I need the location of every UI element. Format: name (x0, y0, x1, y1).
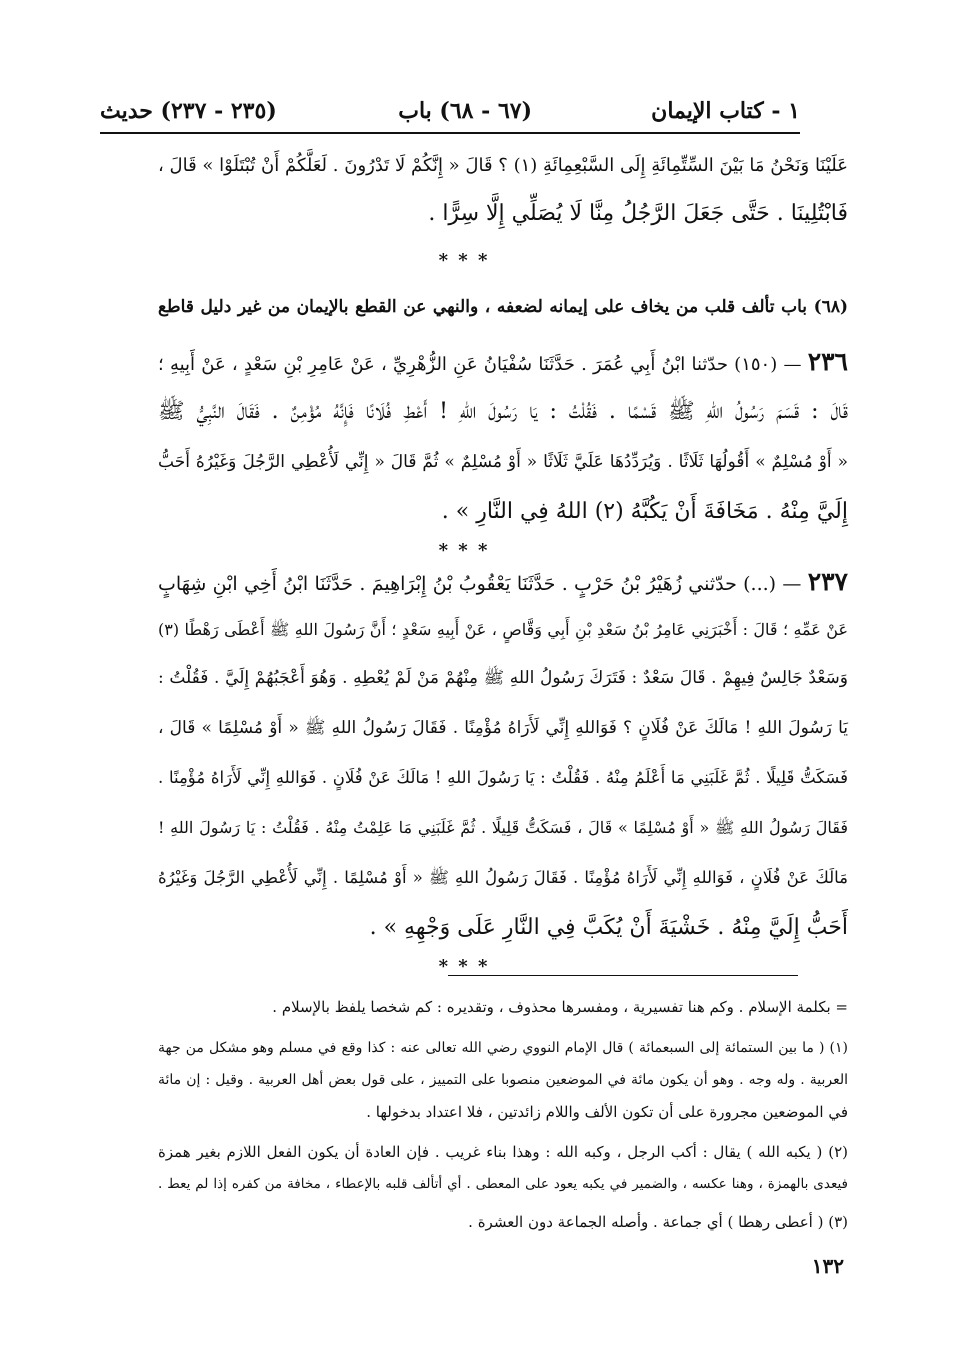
hadith-236-line-3: « أَوْ مُسْلِمٌ » أَقُولُهَا ثَلَاثًا . وَيُرَدِّدُهَا عَلَيَّ ثَلَاثًا « أَوْ مُسْلِمٌ » ثُمَّ قَالَ « إِنِّي لَأُعْطِي الرَّجُلَ وَغَيْرُهُ أَحَبُّ (158, 452, 848, 472)
footnote-1-line-3: في الموضعين مجرورة على أن تكون الألف واللام زائدتين ، فلا اعتداد بدخولها . (366, 1103, 848, 1121)
section-separator: * * * (438, 956, 490, 977)
hadith-237-line-5: فَسَكَتُّ قَلِيلًا . ثُمَّ غَلَبَنِي مَا أَعْلَمُ مِنْهُ . فَقُلْتُ : يَا رَسُولَ اللهِ ! مَالَكَ عَنْ فُلَانٍ . فَوَاللهِ إِنِّي لَأَرَاهُ مُؤْمِنًا . (158, 768, 848, 787)
hadith-237-line-7: مَالَكَ عَنْ فُلَانٍ ، فَوَاللهِ إِنِّي لَأَرَاهُ مُؤْمِنًا . فَقَالَ رَسُولُ اللهِ ﷺ « أَوْ مُسْلِمًا . إِنِّي لَأُعْطِي الرَّجُلَ وَغَيْرُهُ (158, 868, 848, 887)
hadith-236-number: ٢٣٦ (807, 347, 848, 376)
footnote-1-line-1: (١) ( ما بين الستمائة إلى السبعمائة ) قال الإمام النووي رضي الله تعالى عنه : كذا وقع في مسلم وهو مشكل من جهة (158, 1040, 848, 1056)
footnote-2-line-1: (٢) ( يكبه الله ) يقال : أكب الرجل ، وكبه الله : وهذا بناء غريب . فإن العادة أن يكون الفعل اللازم بغير همزة (158, 1143, 848, 1161)
hadith-236-line-4: إِلَيَّ مِنْهُ . مَخَافَةَ أَنْ يَكُبَّهُ (٢) اللهُ فِي النَّارِ » . (441, 499, 848, 524)
running-header (100, 96, 800, 134)
page-number: ١٣٢ (811, 1254, 844, 1278)
hadith-237-line-8: أَحَبُّ إِلَيَّ مِنْهُ . خَشْيَةَ أَنْ يُكَبَّ فِي النَّارِ عَلَى وَجْهِهِ » . (369, 915, 848, 940)
chapter-title: (٦٨) باب تألف قلب من يخاف على إيمانه لضعفه ، والنهي عن القطع بالإيمان من غير دليل قاطع (158, 297, 848, 317)
footnote-3-line-1: (٣) ( أعطى رهطا ) أي جماعة . وأصله الجماعة دون العشرة . (468, 1213, 848, 1231)
section-separator: * * * (438, 250, 490, 271)
intro-line-1: عَلَيْنَا وَنَحْنُ مَا بَيْنَ السِّتِّمِائَةِ إِلَى السَّبْعِمِائَةِ (١) ؟ قَالَ « إِنَّكُمْ لَا تَدْرُونَ . لَعَلَّكُمْ أَنْ تُبْتَلَوْا » قَالَ ، (158, 155, 848, 176)
hadith-236-isnad: — (١٥٠) حدّثنا ابْنُ أَبِي عُمَرَ . حَدَّثَنَا سُفْيَانُ عَنِ الزُّهْرِيِّ ، عَنْ عَامِرِ بْنِ سَعْدٍ ، عَنْ أَبِيهِ ؛ (158, 354, 802, 375)
header-hadith-range: (٢٣٥ - ٢٣٧) حديث (100, 98, 277, 124)
footnote-rule (448, 975, 798, 976)
hadith-237-line-2: عَنْ عَمِّهِ ؛ قَالَ : أَخْبَرَنِي عَامِرُ بْنُ سَعْدِ بْنِ أَبِي وَقَّاصٍ ، عَنْ أَبِيهِ سَعْدٍ ؛ أَنَّ رَسُولَ اللهِ ﷺ أَعْطَى رَهْطًا (٣) (158, 620, 848, 639)
footnote-continuation: = بكلمة الإسلام . وكم هنا تفسيرية ، ومفسرها محذوف ، وتقديره : كم شخصا يلفظ بالإسلام . (272, 998, 848, 1016)
hadith-237-line-1 (158, 566, 848, 600)
footnote-1-line-2: العربية . وله وجه . وهو أن يكون مائة في الموضعين منصوبا على التمييز ، على قول بعض أهل العربية . وقيل : إن مائة (158, 1072, 848, 1088)
intro-line-2: فَابْتُلِينَا . حَتَّى جَعَلَ الرَّجُلُ مِنَّا لَا يُصَلِّي إِلَّا سِرًّا . (428, 201, 848, 226)
footnote-2-line-2: فيعدى بالهمزة ، وهنا عكسه ، والضمير في يكبه يعود على المعطى . أي أتألف قلبه بالإعطاء ، مخافة من كفره إذا لم يعط . (158, 1176, 848, 1192)
hadith-237-line-6: فَقَالَ رَسُولُ اللهِ ﷺ « أَوْ مُسْلِمًا » قَالَ ، فَسَكَتُّ قَلِيلًا . ثُمَّ غَلَبَنِي مَا عَلِمْتُ مِنْهُ . فَقُلْتُ : يَا رَسُولَ اللهِ ! (158, 818, 848, 837)
hadith-237-line-4: يَا رَسُولَ اللهِ ! مَالَكَ عَنْ فُلَانٍ ؟ فَوَاللهِ إِنِّي لَأَرَاهُ مُؤْمِنًا . فَقَالَ رَسُولُ اللهِ ﷺ « أَوْ مُسْلِمًا » قَالَ ، (158, 718, 848, 738)
hadith-236-line-2: قَالَ : قَسَمَ رَسُولُ اللهِ ﷺ قَسْمًا . فَقُلْتُ : يَا رَسُولَ اللهِ ! أَعْطِ فُلَانًا فَإِنَّهُ مُؤْمِنٌ . فَقَالَ النَّبِيُّ ﷺ (158, 399, 848, 424)
header-chapter-range: (٦٧ - ٦٨) باب (398, 98, 532, 124)
hadith-237-number: ٢٣٧ (807, 567, 848, 596)
hadith-236-line-1 (158, 346, 848, 381)
header-book-title: ١ - كتاب الإيمان (651, 98, 800, 124)
hadith-237-isnad: — (...) حدّثني زُهَيْرُ بْنُ حَرْبٍ . حَدَّثَنَا يَعْقُوبُ بْنُ إِبْرَاهِيمَ . حَدَّثَنَا ابْنُ أَخِي ابْنِ شِهَابٍ (158, 573, 802, 595)
section-separator: * * * (438, 540, 490, 561)
hadith-237-line-3: وَسَعْدٌ جَالِسٌ فِيهِمْ . قَالَ سَعْدٌ : فَتَرَكَ رَسُولُ اللهِ ﷺ مِنْهُمْ مَنْ لَمْ يُعْطِهِ . وَهُوَ أَعْجَبُهُمْ إِلَيَّ . فَقُلْتُ : (158, 668, 848, 688)
